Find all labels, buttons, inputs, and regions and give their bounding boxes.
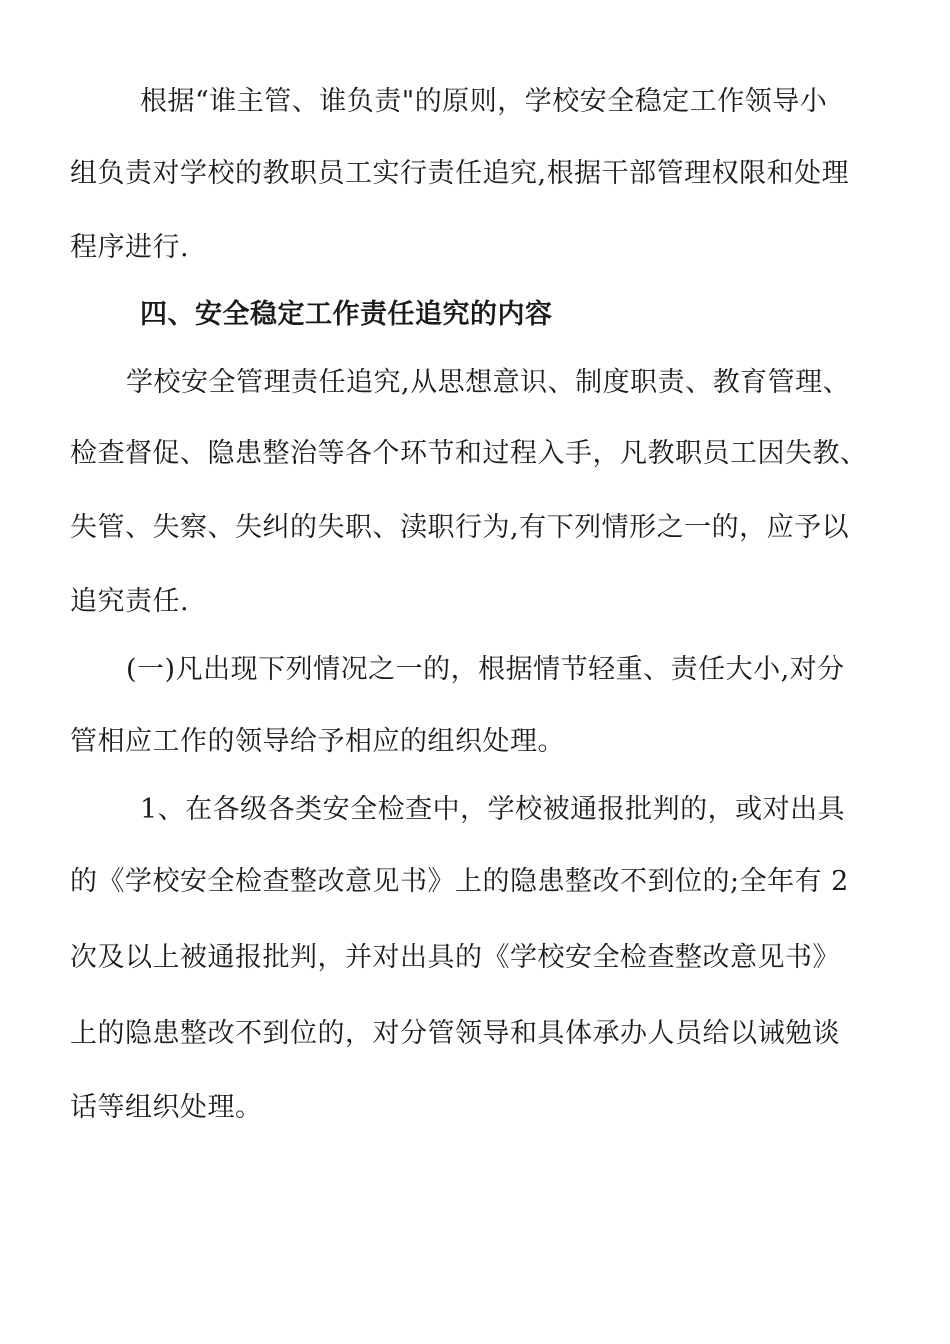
paragraph-3-line-1: (一)凡出现下列情况之一的，根据情节轻重、责任大小,对分 bbox=[126, 654, 845, 685]
paragraph-1-line-3: 程序进行. bbox=[70, 232, 190, 263]
paragraph-2-line-4: 追究责任. bbox=[70, 586, 190, 617]
paragraph-2-line-1: 学校安全管理责任追究,从思想意识、制度职责、教育管理、 bbox=[126, 367, 851, 398]
paragraph-1-line-1: 根据“谁主管、谁负责"的原则，学校安全稳定工作领导小 bbox=[140, 86, 828, 117]
paragraph-4-line-4: 上的隐患整改不到位的，对分管领导和具体承办人员给以诫勉谈 bbox=[70, 1018, 840, 1049]
paragraph-4-line-2: 的《学校安全检查整改意见书》上的隐患整改不到位的;全年有 2 bbox=[70, 866, 849, 897]
paragraph-4-line-3: 次及以上被通报批判，并对出具的《学校安全检查整改意见书》 bbox=[70, 942, 840, 973]
paragraph-2-line-3: 失管、失察、失纠的失职、渎职行为,有下列情形之一的，应予以 bbox=[70, 512, 850, 543]
paragraph-1-line-2: 组负责对学校的教职员工实行责任追究,根据干部管理权限和处理 bbox=[70, 158, 850, 189]
paragraph-3-line-2: 管相应工作的领导给予相应的组织处理。 bbox=[70, 726, 565, 757]
paragraph-4-line-5: 话等组织处理。 bbox=[70, 1092, 263, 1123]
paragraph-2-line-2: 检查督促、隐患整治等各个环节和过程入手，凡教职员工因失教、 bbox=[70, 438, 868, 469]
paragraph-4-line-1: 1、在各级各类安全检查中，学校被通报批判的，或对出具 bbox=[140, 794, 846, 825]
section-heading: 四、安全稳定工作责任追究的内容 bbox=[140, 299, 553, 330]
